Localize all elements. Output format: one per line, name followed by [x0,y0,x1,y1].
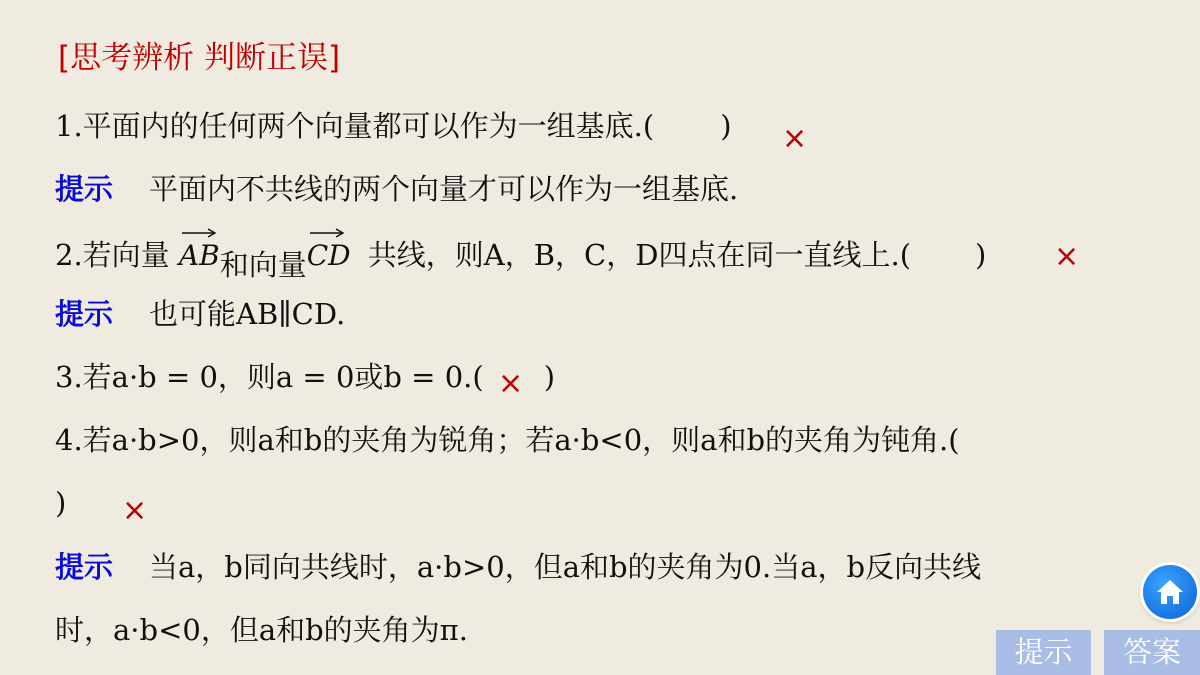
question-4-line2: ) [55,486,67,520]
home-button[interactable] [1143,565,1197,619]
hint-2 [55,294,345,334]
home-icon [1154,576,1186,608]
vector-cd-label: CD [306,239,351,272]
question-4-cross-mark: × [122,493,148,528]
question-2-mid: 和向量 [219,248,307,282]
hint-2-text: 也可能AB∥CD. [149,297,346,331]
hint-1-text: 平面内不共线的两个向量才可以作为一组基底. [149,172,739,206]
question-1-text: 1.平面内的任何两个向量都可以作为一组基底.( [55,109,655,143]
question-3-text: 3.若a·b = 0，则a = 0或b = 0.( [55,360,484,394]
question-1 [55,106,732,146]
question-2-cross-mark: × [1054,239,1080,274]
section-title: [思考辨析 判断正误] [58,40,341,76]
question-2-pre: 2.若向量 [55,238,170,272]
hint-4 [55,547,981,587]
vector-arrow-icon [309,228,345,238]
question-2-close: ) [975,238,987,272]
hint-4-line1: 当a，b同向共线时，a·b>0，但a和b的夹角为0.当a，b反向共线 [149,550,982,584]
vector-cd [307,232,351,276]
question-3 [55,357,556,401]
hint-4-label: 提示 [55,550,114,584]
question-4-line1: 4.若a·b>0，则a和b的夹角为锐角；若a·b<0，则a和b的夹角为钝角.( [55,423,960,457]
question-4-cont [55,483,66,523]
question-3-close: ) [543,360,556,394]
hint-4-cont [55,610,468,650]
answer-button[interactable]: 答案 [1104,630,1200,675]
vector-ab-label: AB [178,239,220,272]
question-2-post: 共线，则A，B，C，D四点在同一直线上.( [367,238,912,272]
vector-arrow-icon [181,228,217,238]
question-4 [55,420,960,460]
question-1-cross-mark: × [782,121,808,156]
vector-ab [179,232,220,276]
hint-1 [55,169,738,209]
hint-2-label: 提示 [55,297,114,331]
hint-1-label: 提示 [55,172,114,206]
hint-button[interactable]: 提示 [996,630,1091,675]
hint-4-line2: 时，a·b<0，但a和b的夹角为π. [55,613,468,647]
question-2 [55,232,987,282]
question-3-cross-mark: × [498,366,524,401]
question-1-close: ) [720,109,732,143]
